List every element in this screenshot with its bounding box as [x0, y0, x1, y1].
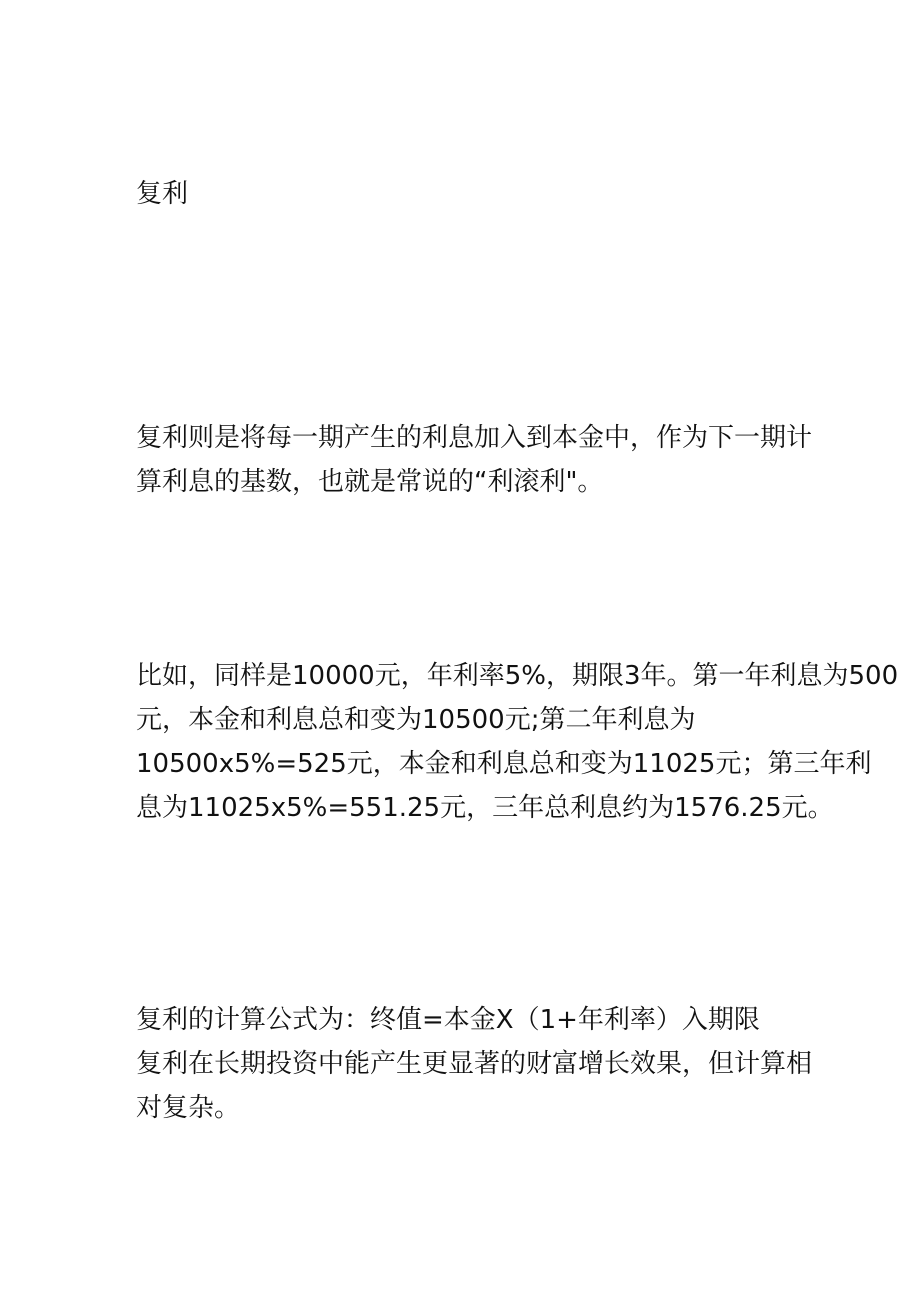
paragraph-line: 算利息的基数，也就是常说的“利滚利"。: [136, 467, 604, 497]
document-title: [136, 172, 796, 216]
paragraph-line: 复利在长期投资中能产生更显著的财富增长效果，但计算相: [136, 1049, 813, 1079]
paragraph-example: [136, 654, 899, 830]
title-text: 复利: [136, 179, 189, 209]
paragraph-compound-definition: [136, 416, 813, 504]
paragraph-line: 复利则是将每一期产生的利息加入到本金中，作为下一期计: [136, 423, 813, 453]
paragraph-formula: [136, 998, 813, 1130]
paragraph-line: 对复杂。: [136, 1093, 241, 1123]
paragraph-line: 比如，同样是10000元，年利率5%，期限3年。第一年利息为500: [136, 661, 899, 691]
paragraph-line: 复利的计算公式为：终值=本金X（1+年利率）入期限: [136, 1005, 760, 1035]
paragraph-line: 元，本金和利息总和变为10500元;第二年利息为: [136, 705, 696, 735]
paragraph-line: 息为11025x5%=551.25元，三年总利息约为1576.25元。: [136, 793, 834, 823]
paragraph-line: 10500x5%=525元，本金和利息总和变为11025元；第三年利: [136, 749, 872, 779]
